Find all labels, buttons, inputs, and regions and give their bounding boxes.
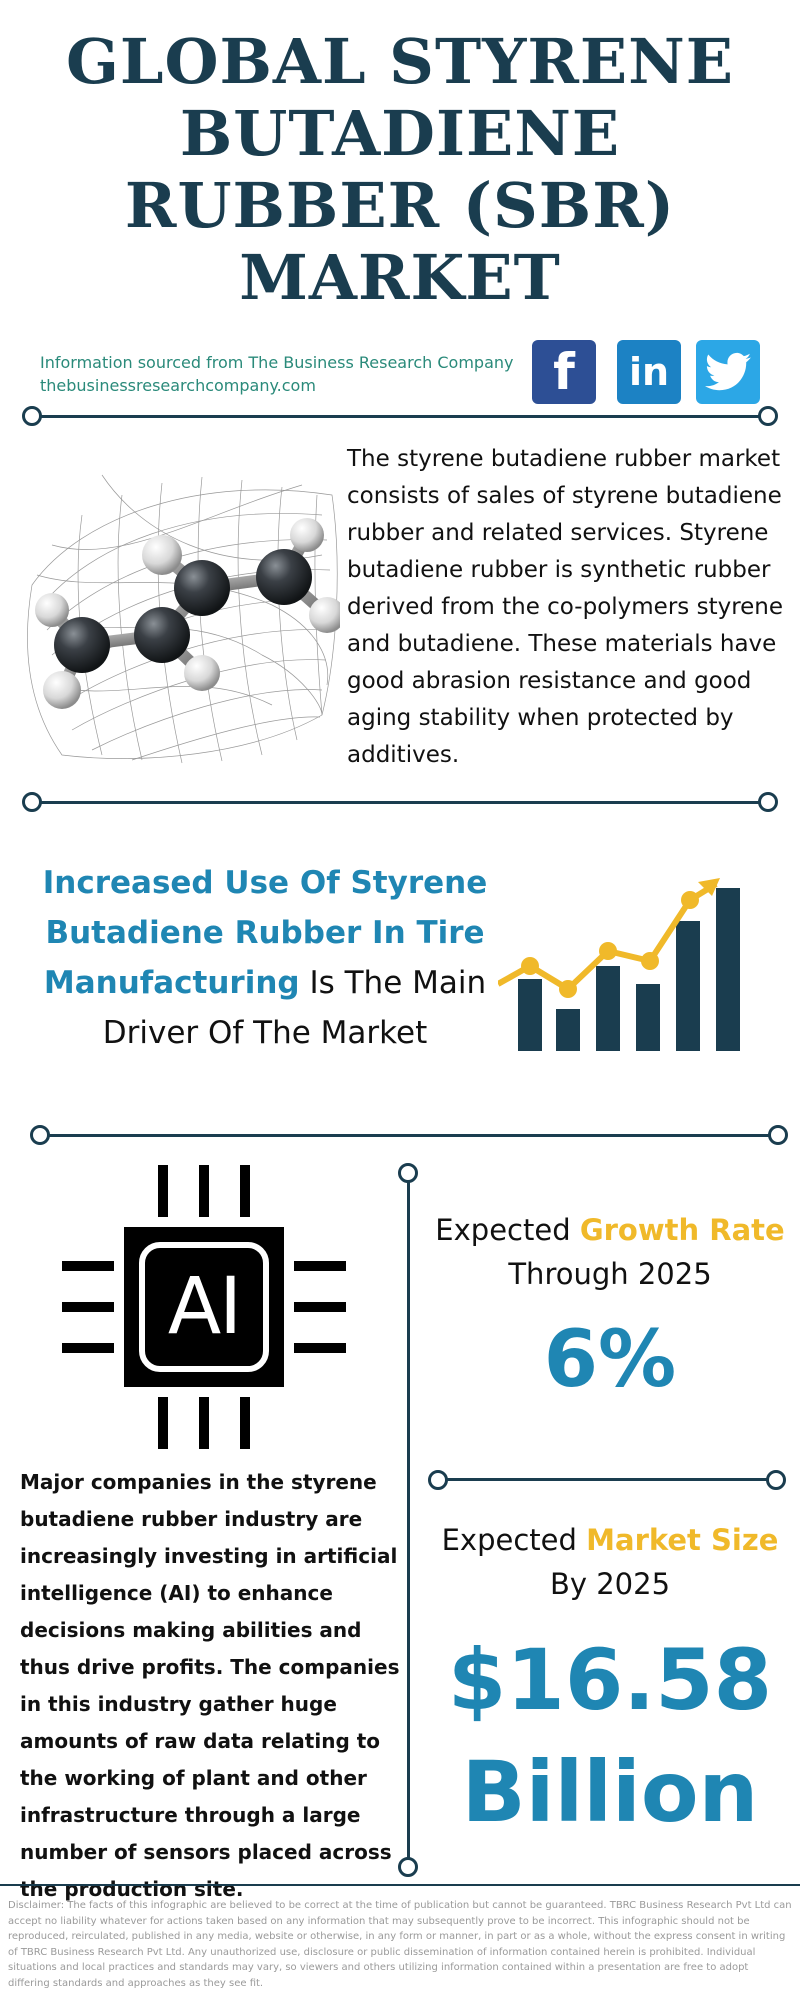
divider-dot [428, 1470, 448, 1490]
facebook-glyph: f [553, 343, 575, 401]
divider-line [32, 801, 768, 804]
market-size-heading [420, 1518, 800, 1606]
driver-highlight: Increased Use Of Styrene Butadiene Rubber In Tire Manufacturing [42, 865, 488, 1001]
divider-dot [30, 1125, 50, 1145]
market-suffix: By 2025 [549, 1567, 671, 1601]
divider-dot [758, 406, 778, 426]
divider-dot [22, 406, 42, 426]
ai-investment-text: Major companies in the styrene butadiene rubber industry are increasingly investing in artificial intelligence (AI) to enhance decisions making abilities and thus drive profits. The companies in this industry gather huge amounts of raw data relating to the working of plant and other infrastructure through a large number of sensors placed across the production site. [20, 1470, 400, 1901]
divider-dot [768, 1125, 788, 1145]
ai-chip-label: AI [167, 1262, 241, 1352]
driver-rest: Is The Main Driver Of The Market [102, 965, 487, 1051]
linkedin-icon[interactable] [617, 340, 681, 404]
growth-suffix: Through 2025 [508, 1257, 712, 1291]
page-title: GLOBAL STYRENE BUTADIENE RUBBER (SBR) MARKET [65, 25, 735, 314]
market-highlight: Market Size [586, 1523, 779, 1557]
divider-dot [758, 792, 778, 812]
divider-line [40, 1134, 778, 1137]
divider-line [446, 1478, 776, 1481]
molecule-illustration [22, 455, 340, 770]
market-description: The styrene butadiene rubber market consists of sales of styrene butadiene rubber and related services. Styrene butadiene rubber is synthetic rubber derived from the co-polymers styrene and butadiene. These materials have good abrasion resistance and good aging stability when protected by additives. [347, 446, 784, 768]
source-attribution: Information sourced from The Business Research Company [40, 353, 514, 372]
market-value-unit: Billion [461, 1743, 759, 1841]
twitter-icon[interactable] [696, 340, 760, 404]
divider-dot [398, 1163, 418, 1183]
divider-dot [398, 1857, 418, 1877]
growth-prefix: Expected [435, 1213, 580, 1247]
divider-dot [22, 792, 42, 812]
growth-rate-value: 6% [543, 1315, 677, 1405]
facebook-icon[interactable] [532, 340, 596, 404]
growth-chart-icon [498, 874, 760, 1054]
divider-line [32, 415, 768, 418]
market-value-amount: $16.58 [447, 1631, 773, 1729]
linkedin-glyph: in [628, 350, 670, 394]
market-prefix: Expected [441, 1523, 587, 1557]
growth-rate-heading [420, 1208, 800, 1296]
disclaimer: Disclaimer: The facts of this infographic are believed to be correct at the time of publication but cannot be guaranteed. TBRC Business Research Pvt Ltd can accept no liability whatever for actions taken based on any information that may subsequently prove to be incorrect. This infographic should not be reproduced, reirculated, published in any media, website or otherwise, in any form or manner, in part or as a whole, without the express consent in writing of TBRC Business Research Pvt Ltd. Any unauthorized use, disclosure or public dissemination of information contained herein is prohibited. Individual situations and local practices and standards may vary, so viewers and others utilizing information contained within a presentation are free to adopt differing standards and approaches as they see fit. [0, 1884, 800, 1991]
twitter-bird-icon [705, 352, 751, 392]
ai-chip-icon [62, 1165, 346, 1449]
divider-dot [766, 1470, 786, 1490]
vertical-divider [407, 1180, 410, 1870]
source-website[interactable]: thebusinessresearchcompany.com [40, 376, 316, 395]
market-driver [40, 858, 490, 1058]
market-size-value [420, 1624, 800, 1848]
growth-highlight: Growth Rate [579, 1213, 785, 1247]
